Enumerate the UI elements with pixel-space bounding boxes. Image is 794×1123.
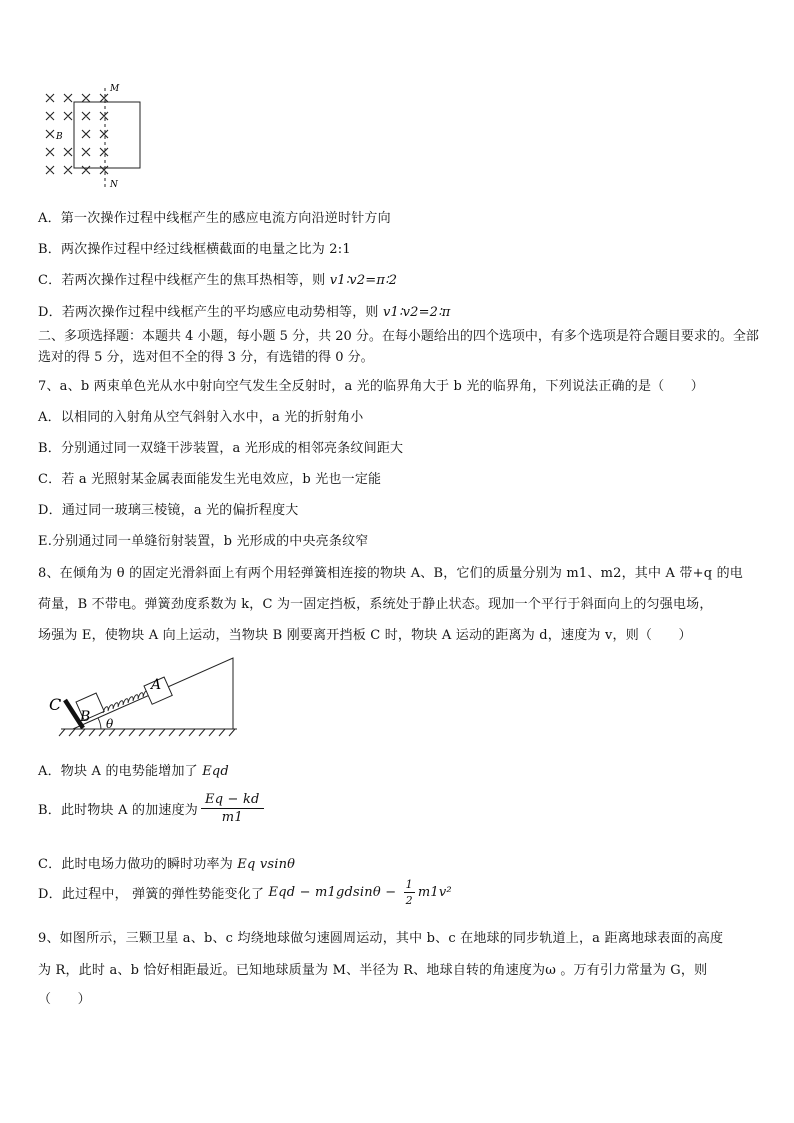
q9-stem-line2: 为 R，此时 a、b 恰好相距最近。已知地球质量为 M、半径为 R、地球自转的角速度为ω 。万有引力常量为 G，则 (38, 963, 708, 978)
ground-hatch (59, 729, 237, 736)
q6-option-a: A．第一次操作过程中线框产生的感应电流方向沿逆时针方向 (38, 211, 391, 226)
q8-option-a: A．物块 A 的电势能增加了 Eqd (38, 764, 229, 779)
incline-figure (45, 650, 245, 745)
q7-option-b: B．分别通过同一双缝干涉装置，a 光形成的相邻亮条纹间距大 (38, 441, 404, 456)
label-b: B (80, 709, 91, 725)
q8-option-b: B．此时物块 A 的加速度为 $\frac{Eq - kd}{m1}$ (38, 792, 267, 825)
q8-stem-line2: 荷量，B 不带电。弹簧劲度系数为 k，C 为一固定挡板，系统处于静止状态。现加一个平行于斜面向上的匀强电场， (38, 597, 713, 612)
label-n: N (110, 180, 118, 190)
label-theta: θ (106, 717, 114, 731)
label-c: C (49, 695, 62, 714)
q8-option-d: D．此过程中， 弹簧的弹性势能变化了 Eqd − m1gdsinθ − $\frac{1}{2}$ m1v² (38, 878, 452, 907)
label-a: A (151, 677, 162, 693)
q9-stem-line3: （ ） (38, 992, 91, 1007)
label-b: B (56, 132, 63, 142)
q9-stem-line1: 9、如图所示，三颗卫星 a、b、c 均绕地球做匀速圆周运动，其中 b、c 在地球的同步轨道上，a 距离地球表面的高度 (38, 931, 724, 946)
q6-option-b: B．两次操作过程中经过线框横截面的电量之比为 2:1 (38, 242, 351, 257)
q7-option-c: C．若 a 光照射某金属表面能发生光电效应，b 光也一定能 (38, 472, 382, 487)
q7-option-a: A．以相同的入射角从空气斜射入水中，a 光的折射角小 (38, 410, 364, 425)
q7-stem: 7、a、b 两束单色光从水中射向空气发生全反射时，a 光的临界角大于 b 光的临界角，下列说法正确的是（ ） (38, 379, 704, 394)
q8-stem-line1: 8、在倾角为 θ 的固定光滑斜面上有两个用轻弹簧相连接的物块 A、B，它们的质量分别为 m1、m2，其中 A 带+q 的电 (38, 566, 743, 581)
label-m: M (110, 84, 120, 94)
section-2-heading: 二、多项选择题：本题共 4 小题，每小题 5 分，共 20 分。在每小题给出的四个选项中，有多个选项是符合题目要求的。全部选对的得 5 分，选对但不全的得 3 分，有选错的得 0 分。 (38, 329, 759, 365)
q8-option-c: C．此时电场力做功的瞬时功率为 Eq vsinθ (38, 857, 296, 872)
q8-stem-line3: 场强为 E，使物块 A 向上运动，当物块 B 刚要离开挡板 C 时，物块 A 运动的距离为 d，速度为 v，则（ ） (38, 628, 692, 643)
half-fraction: $\frac{1}{2}$ (405, 878, 413, 907)
spring (103, 691, 148, 713)
angle-arc (98, 718, 101, 729)
magnetic-field-figure (40, 78, 160, 193)
q6-option-c: C．若两次操作过程中线框产生的焦耳热相等，则 v1∶v2=π∶2 (38, 273, 398, 288)
acceleration-fraction: $\frac{Eq - kd}{m1}$ (201, 792, 264, 825)
wire-frame (74, 102, 140, 168)
q6-option-d: D．若两次操作过程中线框产生的平均感应电动势相等，则 v1∶v2=2∶π (38, 305, 451, 320)
q7-option-e: E.分别通过同一单缝衍射装置，b 光形成的中央亮条纹窄 (38, 534, 369, 549)
q7-option-d: D．通过同一玻璃三棱镜，a 光的偏折程度大 (38, 503, 299, 518)
